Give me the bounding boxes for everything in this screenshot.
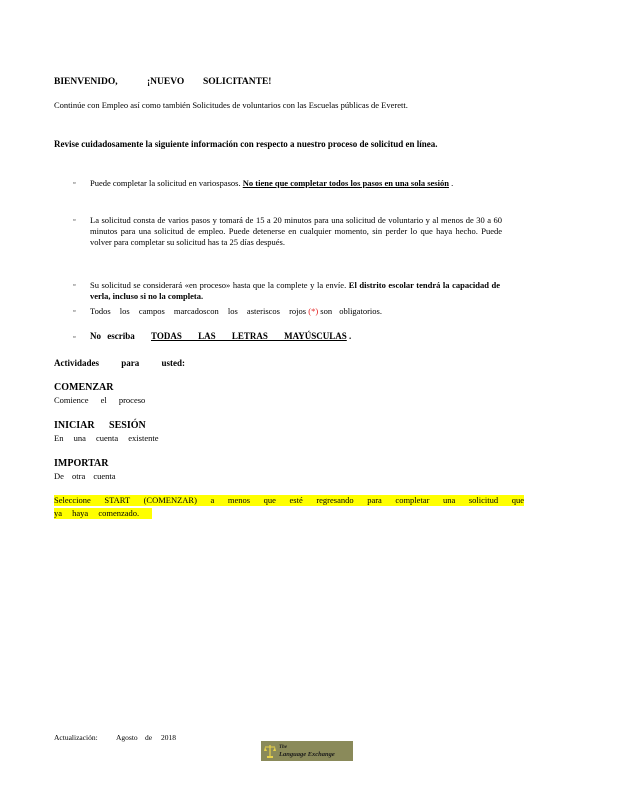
scales-emblem-icon — [264, 743, 276, 759]
logo-line-1: The — [279, 745, 288, 750]
bullet-item-3 — [90, 280, 500, 302]
logo-line-2: Language Exchange — [279, 751, 335, 758]
activities-heading: Actividades para usted: — [54, 358, 186, 368]
title-part-2: ¡NUEVO — [147, 77, 185, 87]
bullet-5-bold: No escriba — [90, 331, 135, 341]
comenzar-description: Comience el proceso — [54, 395, 146, 405]
bullet-5-underlined: TODAS LAS LETRAS MAYÚSCULAS — [151, 331, 347, 341]
bullet-1-text: Puede completar la solicitud en variospasos. — [90, 178, 241, 188]
review-paragraph: Revise cuidadosamente la siguiente información con respecto a nuestro proceso de solicitud en línea. — [54, 139, 438, 149]
page-title — [54, 76, 272, 88]
update-year: 2018 — [161, 733, 176, 742]
bullet-1-end: . — [451, 178, 454, 188]
start-note-line-1: Seleccione START (COMENZAR) a menos que esté regresando para completar una solicitud que — [54, 495, 524, 505]
bullet-3-bold: El distrito escolar tendrá la capacidad de verla, incluso si no la completa. — [90, 280, 501, 301]
bullet-item-1 — [90, 178, 498, 189]
title-part-1: BIENVENIDO, — [54, 77, 118, 87]
update-footer — [54, 732, 194, 743]
importar-link[interactable]: IMPORTAR — [54, 458, 109, 469]
bullet-3-text: Su solicitud se considerará «en proceso» hasta que la complete y la envíe. — [90, 280, 347, 290]
bullet-icon: ▫ — [73, 179, 76, 187]
bullet-icon: ▫ — [73, 281, 76, 289]
bullet-icon: ▫ — [73, 216, 76, 224]
update-de: de — [145, 733, 153, 742]
intro-paragraph: Continúe con Empleo así como también Solicitudes de voluntarios con las Escuelas públicas de Everett. — [54, 100, 408, 110]
language-exchange-logo — [261, 741, 353, 761]
bullet-4-text: Todos los campos marcadoscon los asteriscos rojos — [90, 306, 307, 316]
bullet-icon: ▫ — [73, 307, 76, 315]
bullet-item-4 — [90, 306, 430, 317]
update-label: Actualización: — [54, 733, 98, 742]
comenzar-link[interactable]: COMENZAR — [54, 382, 114, 393]
required-asterisk: (*) — [308, 306, 319, 316]
bullet-1-underlined: No tiene que completar todos los pasos en una sola sesión — [242, 178, 449, 188]
bullet-5-end: . — [349, 331, 352, 341]
bullet-4-end: son obligatorios. — [320, 306, 382, 316]
iniciar-sesion-description: En una cuenta existente — [54, 433, 159, 443]
logo-text — [279, 744, 335, 758]
title-part-3: SOLICITANTE! — [203, 77, 272, 87]
bullet-icon: ▫ — [73, 333, 76, 341]
iniciar-sesion-link[interactable]: INICIAR SESIÓN — [54, 420, 146, 431]
bullet-item-5 — [90, 331, 380, 342]
update-month: Agosto — [116, 733, 138, 742]
start-note-line-2: ya haya comenzado. — [54, 508, 152, 519]
bullet-item-2: La solicitud consta de varios pasos y tomará de 15 a 20 minutos para una solicitud de voluntario y al menos de 30 a 60 minutos para una solicitud de empleo. Puede detenerse en cualquier momento, sin perder lo que haya hecho. Puede volver para completar su solicitud has ta 25 días después. — [90, 215, 502, 247]
importar-description: De otra cuenta — [54, 471, 116, 481]
